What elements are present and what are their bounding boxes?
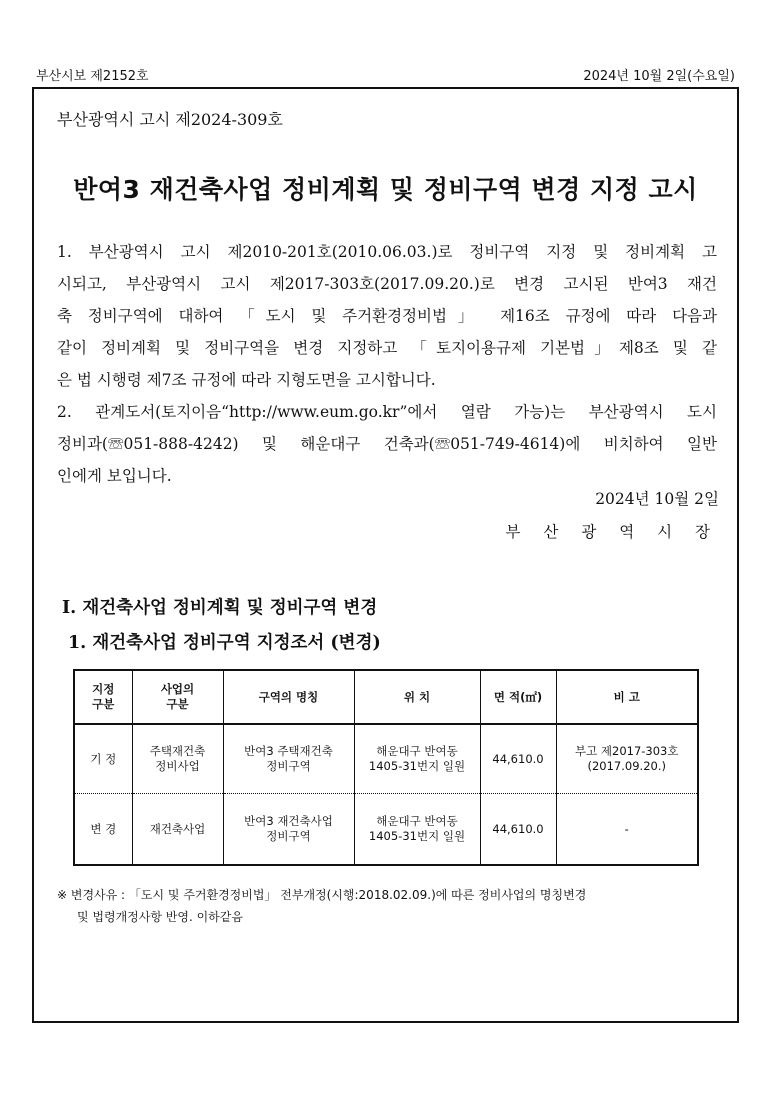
body-line: 축 정비구역에 대하여 「도시 및 주거환경정비법」 제16조 규정에 따라 다음과: [57, 307, 717, 325]
cell-location: 해운대구 반여동 1405-31번지 일원: [354, 794, 480, 866]
header-designation-type: 지정 구분: [74, 670, 132, 724]
header-project-type: 사업의 구분: [132, 670, 223, 724]
designation-table: [73, 669, 699, 866]
cell-remarks: 부고 제2017-303호 (2017.09.20.): [556, 724, 698, 794]
table-header-row: [74, 670, 698, 724]
body-line: 2. 관계도서(토지이음“http://www.eum.go.kr”에서 열람 가능)는 부산광역시 도시: [57, 403, 717, 421]
body-line: 은 법 시행령 제7조 규정에 따라 지형도면을 고시합니다.: [57, 371, 436, 389]
body-line: 시되고, 부산광역시 고시 제2017-303호(2017.09.20.)로 변경 고시된 반여3 재건: [57, 275, 717, 293]
cell-area: 44,610.0: [480, 794, 556, 866]
cell-designation-type: 변 경: [74, 794, 132, 866]
cell-designation-type: 기 정: [74, 724, 132, 794]
body-line: 1. 부산광역시 고시 제2010-201호(2010.06.03.)로 정비구역 지정 및 정비계획 고: [57, 243, 717, 261]
cell-project-type: 재건축사업: [132, 794, 223, 866]
header-remarks: 비 고: [556, 670, 698, 724]
section-heading: Ⅰ. 재건축사업 정비계획 및 정비구역 변경: [62, 598, 378, 618]
cell-zone-name: 반여3 주택재건축 정비구역: [223, 724, 354, 794]
publication-date: 2024년 10월 2일(수요일): [583, 69, 735, 84]
cell-area: 44,610.0: [480, 724, 556, 794]
table-row: [74, 794, 698, 866]
header-zone-name: 구역의 명칭: [223, 670, 354, 724]
cell-zone-name: 반여3 재건축사업 정비구역: [223, 794, 354, 866]
notice-signer: 부 산 광 역 시 장: [505, 523, 719, 541]
publication-label: 부산시보 제2152호: [36, 69, 149, 84]
notice-title: 반여3 재건축사업 정비계획 및 정비구역 변경 지정 고시: [73, 175, 698, 204]
notice-frame: [32, 87, 739, 1023]
note-line: ※ 변경사유 : 「도시 및 주거환경정비법」 전부개정(시행:2018.02.09.)에 따른 정비사업의 명칭변경: [57, 888, 587, 902]
notice-body: [57, 236, 717, 492]
body-line: 같이 정비계획 및 정비구역을 변경 지정하고 「토지이용규제 기본법」제8조 및 같: [57, 339, 717, 357]
page-header: [32, 62, 741, 84]
change-reason-note: [57, 884, 586, 928]
note-line: 및 법령개정사항 반영. 이하같음: [77, 910, 243, 924]
notice-number: 부산광역시 고시 제2024-309호: [57, 110, 283, 129]
body-line: 정비과(☏051-888-4242) 및 해운대구 건축과(☏051-749-4614)에 비치하여 일반: [57, 435, 717, 453]
cell-remarks: -: [556, 794, 698, 866]
table-row: [74, 724, 698, 794]
header-location: 위 치: [354, 670, 480, 724]
section-subheading: 1. 재건축사업 정비구역 지정조서 (변경): [68, 633, 381, 653]
cell-location: 해운대구 반여동 1405-31번지 일원: [354, 724, 480, 794]
header-area: 면 적(㎡): [480, 670, 556, 724]
body-line: 인에게 보입니다.: [57, 467, 172, 485]
notice-date: 2024년 10월 2일: [595, 490, 719, 508]
cell-project-type: 주택재건축 정비사업: [132, 724, 223, 794]
